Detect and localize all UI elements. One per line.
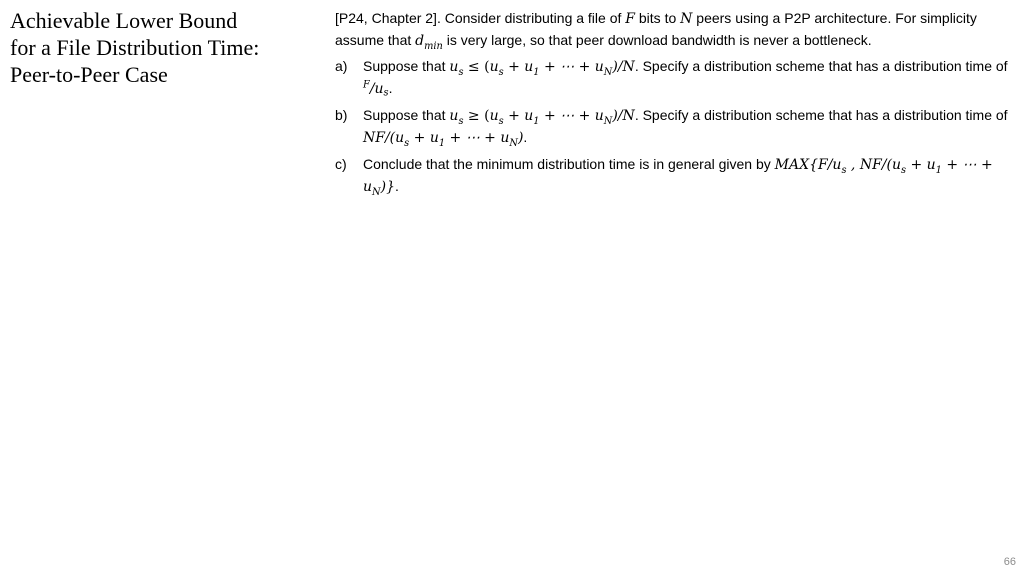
question-marker: a) [335, 58, 348, 74]
formula-part: u [489, 108, 499, 124]
formula-part: + u [503, 108, 534, 124]
var-d: d [415, 33, 425, 49]
question-text: . Specify a distribution scheme that has a distribution time of [634, 107, 1008, 123]
question-marker: c) [335, 156, 347, 172]
question-text: Conclude that the minimum distribution time is in general given by [363, 156, 775, 172]
formula-part: + ⋯ + u [445, 130, 510, 146]
formula-part: + u [906, 157, 936, 173]
fraction-denominator: /u [369, 81, 384, 97]
question-end: . [394, 178, 399, 194]
formula-sub: s [498, 115, 504, 127]
formula-sub: s [383, 87, 389, 99]
formula-part: u [449, 108, 459, 124]
formula-part: + ⋯ + u [539, 59, 604, 75]
question-c [335, 154, 1020, 198]
condition-formula [449, 108, 635, 127]
question-end: . [523, 129, 528, 145]
formula-part: , NF/(u [846, 157, 901, 173]
fraction-numerator: F [363, 79, 370, 91]
question-end: . [388, 80, 393, 96]
formula-relation: ≥ ( [463, 108, 490, 124]
condition-formula [449, 59, 635, 78]
formula-part: + u [409, 130, 439, 146]
formula-sub: N [509, 137, 518, 149]
formula-sub: s [498, 66, 504, 78]
formula-part: ) [517, 130, 524, 146]
formula-sub: 1 [935, 164, 942, 176]
slide-body [335, 8, 1020, 203]
question-text: Suppose that [363, 107, 450, 123]
distribution-time-formula [363, 130, 524, 149]
formula-part: )} [380, 179, 395, 195]
question-text: Suppose that [363, 58, 450, 74]
formula-sub: 1 [533, 115, 540, 127]
formula-sub: s [458, 115, 464, 127]
var-d-min [415, 33, 443, 52]
formula-sub: N [603, 66, 613, 78]
intro-text-4: is very large, so that peer download bandwidth is never a bottleneck. [442, 32, 872, 48]
title-line-3: Peer-to-Peer Case [10, 62, 168, 87]
formula-part: u [489, 59, 499, 75]
formula-sub: N [372, 186, 381, 198]
question-b [335, 105, 1020, 149]
formula-sub: s [841, 164, 847, 176]
formula-part: NF/(u [363, 130, 405, 146]
formula-part: )/N [612, 108, 635, 124]
formula-sub: 1 [533, 66, 540, 78]
formula-relation: ≤ ( [463, 59, 490, 75]
formula-part: + ⋯ + u [363, 157, 993, 195]
formula-part: + ⋯ + u [539, 108, 604, 124]
formula-sub: s [900, 164, 907, 176]
page-number: 66 [1003, 556, 1016, 568]
formula-part: MAX{F/u [774, 157, 842, 173]
formula-sub: N [603, 115, 613, 127]
question-list [335, 56, 1020, 198]
formula-sub: 1 [438, 137, 446, 149]
question-marker: b) [335, 107, 348, 123]
formula-part: )/N [612, 59, 635, 75]
problem-intro [335, 8, 1020, 52]
var-n: N [680, 11, 693, 27]
intro-text-1: [P24, Chapter 2]. Consider distributing a file of [335, 10, 626, 26]
formula-part: u [449, 59, 459, 75]
formula-sub: s [404, 137, 410, 149]
var-f: F [625, 11, 635, 27]
question-a [335, 56, 1020, 100]
title-line-1: Achievable Lower Bound [10, 8, 238, 33]
fraction-f-over-us [363, 81, 389, 97]
formula-sub: s [458, 66, 464, 78]
intro-text-2: bits to [635, 10, 681, 26]
intro-text-3: peers using a P2P architecture. For simplicity assume that [335, 10, 977, 48]
var-d-sub: min [424, 40, 443, 52]
formula-part: + u [503, 59, 534, 75]
title-line-2: for a File Distribution Time: [10, 35, 260, 60]
question-text: . Specify a distribution scheme that has a distribution time of [634, 58, 1008, 74]
slide-title [10, 7, 320, 88]
